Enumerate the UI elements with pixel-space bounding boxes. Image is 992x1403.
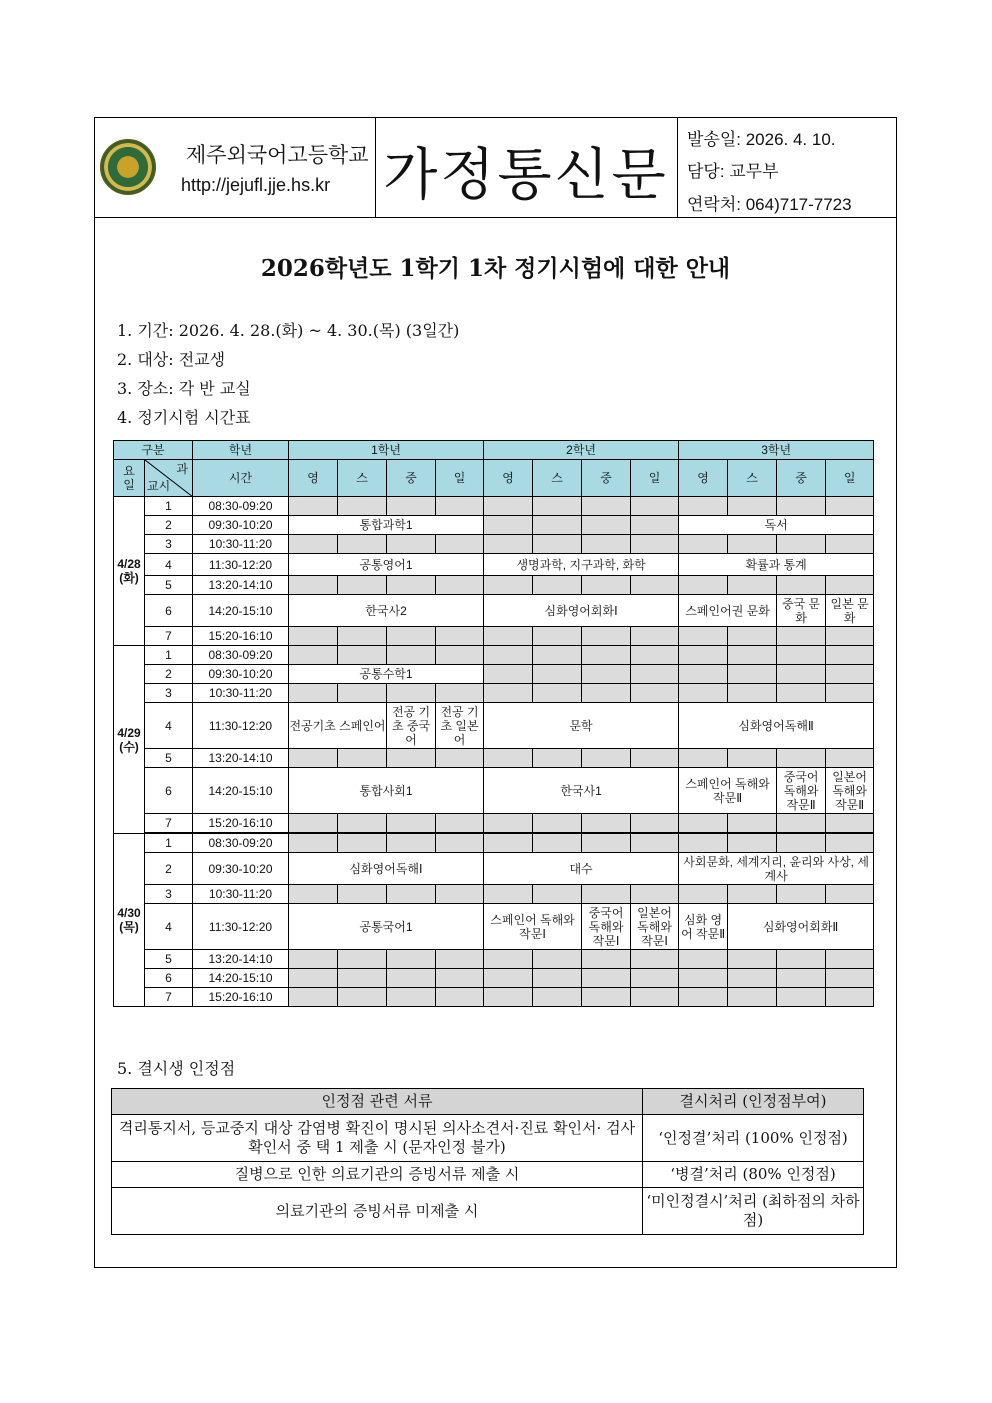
exam-timetable xyxy=(113,440,874,1007)
sub-cn: 중 xyxy=(387,460,436,497)
item-period: 1. 기간: 2026. 4. 28.(화) ~ 4. 30.(목) (3일간) xyxy=(117,321,460,340)
time-cell: 10:30-11:20 xyxy=(193,684,289,703)
sub-es: 영 xyxy=(484,460,533,497)
exam-cell: 공통영어1 xyxy=(289,554,484,576)
period-cell: 6 xyxy=(145,969,193,988)
exam-cell: 통합사회1 xyxy=(289,768,484,814)
time-cell: 15:20-16:10 xyxy=(193,814,289,833)
period-cell: 7 xyxy=(145,988,193,1007)
time-cell: 14:20-15:10 xyxy=(193,595,289,627)
sub-cn: 중 xyxy=(777,460,826,497)
sub-jp: 일 xyxy=(631,460,679,497)
period-cell: 5 xyxy=(145,950,193,969)
period-cell: 6 xyxy=(145,768,193,814)
period-cell: 4 xyxy=(145,554,193,576)
period-cell: 2 xyxy=(145,853,193,885)
exam-cell: 심화영어독해Ⅰ xyxy=(289,853,484,885)
time-cell: 09:30-10:20 xyxy=(193,665,289,684)
time-cell: 09:30-10:20 xyxy=(193,853,289,885)
sub-sp: 스 xyxy=(728,460,777,497)
item-place: 3. 장소: 각 반 교실 xyxy=(117,379,251,398)
document-title: 2026학년도 1학기 1차 정기시험에 대한 안내 xyxy=(260,255,731,282)
exam-cell: 스페인어 독해와 작문Ⅱ xyxy=(679,768,777,814)
department: 담당: 교무부 xyxy=(687,162,779,181)
period-cell: 4 xyxy=(145,703,193,749)
absence-table xyxy=(111,1088,864,1235)
sub-es: 영 xyxy=(679,460,728,497)
period-cell: 5 xyxy=(145,749,193,768)
day-cell: 4/30 (목) xyxy=(114,834,145,1007)
school-name: 제주외국어고등학교 xyxy=(186,144,369,167)
time-cell: 11:30-12:20 xyxy=(193,703,289,749)
exam-cell: 전공 기초 중국어 xyxy=(387,703,436,749)
day-cell: 4/29 (수) xyxy=(114,646,145,834)
time-header: 시간 xyxy=(193,460,289,497)
time-cell: 14:20-15:10 xyxy=(193,969,289,988)
item-target: 2. 대상: 전교생 xyxy=(117,350,226,369)
exam-cell: 대수 xyxy=(484,853,679,885)
time-cell: 08:30-09:20 xyxy=(193,497,289,516)
exam-cell: 전공기초 스페인어 xyxy=(289,703,387,749)
period-cell: 4 xyxy=(145,904,193,950)
letterhead xyxy=(94,117,897,218)
exam-cell: 생명과학, 지구과학, 화학 xyxy=(484,554,679,576)
period-header: 과 교시 xyxy=(145,460,193,497)
exam-cell: 문학 xyxy=(484,703,679,749)
exam-cell: 통합과학1 xyxy=(289,516,484,535)
period-cell: 1 xyxy=(145,834,193,853)
time-cell: 15:20-16:10 xyxy=(193,988,289,1007)
time-cell: 11:30-12:20 xyxy=(193,554,289,576)
contact: 연락처: 064)717-7723 xyxy=(687,195,852,214)
day-cell: 4/28 (화) xyxy=(114,497,145,646)
sub-cn: 중 xyxy=(582,460,631,497)
grade-header: 학년 xyxy=(193,441,289,460)
sub-sp: 스 xyxy=(338,460,387,497)
grade3-header: 3학년 xyxy=(679,441,874,460)
absence-heading: 5. 결시생 인정점 xyxy=(117,1059,236,1078)
time-cell: 13:20-14:10 xyxy=(193,576,289,595)
period-cell: 1 xyxy=(145,646,193,665)
exam-cell: 중국 문화 xyxy=(777,595,826,627)
period-cell: 3 xyxy=(145,684,193,703)
period-cell: 2 xyxy=(145,665,193,684)
item-timetable: 4. 정기시험 시간표 xyxy=(117,408,251,427)
exam-cell: 스페인어 독해와 작문Ⅰ xyxy=(484,904,582,950)
period-cell: 6 xyxy=(145,595,193,627)
exam-cell: 전공 기초 일본어 xyxy=(436,703,484,749)
sub-jp: 일 xyxy=(436,460,484,497)
school-url[interactable]: http://jejufl.jje.hs.kr xyxy=(181,175,331,195)
newsletter-title: 가정통신문 xyxy=(383,143,669,206)
exam-cell: 한국사1 xyxy=(484,768,679,814)
school-logo xyxy=(100,139,156,195)
period-cell: 7 xyxy=(145,627,193,646)
sub-sp: 스 xyxy=(533,460,582,497)
period-cell: 3 xyxy=(145,535,193,554)
absence-result-cell: ‘병결’처리 (80% 인정점) xyxy=(643,1162,864,1188)
send-date: 발송일: 2026. 4. 10. xyxy=(687,130,836,149)
exam-cell: 확률과 통계 xyxy=(679,554,874,576)
time-cell: 13:20-14:10 xyxy=(193,950,289,969)
exam-cell: 스페인어권 문화 xyxy=(679,595,777,627)
time-cell: 09:30-10:20 xyxy=(193,516,289,535)
absence-result-cell: ‘인정결’처리 (100% 인정점) xyxy=(643,1115,864,1162)
grade2-header: 2학년 xyxy=(484,441,679,460)
exam-cell: 심화 영어 작문Ⅱ xyxy=(679,904,728,950)
absence-col-docs: 인정점 관련 서류 xyxy=(112,1089,643,1115)
absence-doc-cell: 질병으로 인한 의료기관의 증빙서류 제출 시 xyxy=(112,1162,643,1188)
period-cell: 1 xyxy=(145,497,193,516)
time-cell: 08:30-09:20 xyxy=(193,646,289,665)
time-cell: 15:20-16:10 xyxy=(193,627,289,646)
time-cell: 10:30-11:20 xyxy=(193,535,289,554)
time-cell: 13:20-14:10 xyxy=(193,749,289,768)
absence-result-cell: ‘미인정결시’처리 (최하점의 차하점) xyxy=(643,1188,864,1235)
exam-cell: 심화영어독해Ⅱ xyxy=(679,703,874,749)
exam-cell: 심화영어회화Ⅰ xyxy=(484,595,679,627)
school-block xyxy=(94,117,376,217)
title-block xyxy=(376,117,678,217)
exam-cell: 중국어 독해와 작문Ⅱ xyxy=(777,768,826,814)
period-cell: 2 xyxy=(145,516,193,535)
day-header: 요 일 xyxy=(114,460,145,497)
exam-cell: 사회문화, 세계지리, 윤리와 사상, 세계사 xyxy=(679,853,874,885)
exam-cell: 공통수학1 xyxy=(289,665,484,684)
gubun-header: 구분 xyxy=(114,441,193,460)
absence-doc-cell: 의료기관의 증빙서류 미제출 시 xyxy=(112,1188,643,1235)
exam-cell: 한국사2 xyxy=(289,595,484,627)
grade1-header: 1학년 xyxy=(289,441,484,460)
time-cell: 08:30-09:20 xyxy=(193,834,289,853)
exam-cell: 중국어 독해와 작문Ⅰ xyxy=(582,904,631,950)
time-cell: 14:20-15:10 xyxy=(193,768,289,814)
exam-cell: 일본 문화 xyxy=(826,595,874,627)
sub-jp: 일 xyxy=(826,460,874,497)
time-cell: 11:30-12:20 xyxy=(193,904,289,950)
sub-es: 영 xyxy=(289,460,338,497)
period-cell: 5 xyxy=(145,576,193,595)
absence-col-result: 결시처리 (인정점부여) xyxy=(643,1089,864,1115)
time-cell: 10:30-11:20 xyxy=(193,885,289,904)
exam-cell: 일본어 독해와 작문Ⅰ xyxy=(631,904,679,950)
period-cell: 3 xyxy=(145,885,193,904)
period-cell: 7 xyxy=(145,814,193,833)
exam-cell: 심화영어회화Ⅱ xyxy=(728,904,874,950)
exam-cell: 일본어 독해와 작문Ⅱ xyxy=(826,768,874,814)
exam-cell: 공통국어1 xyxy=(289,904,484,950)
absence-doc-cell: 격리통지서, 등교중지 대상 감염병 확진이 명시된 의사소견서·진료 확인서· 검사확인서 중 택 1 제출 시 (문자인정 불가) xyxy=(112,1115,643,1162)
exam-cell: 독서 xyxy=(679,516,874,535)
